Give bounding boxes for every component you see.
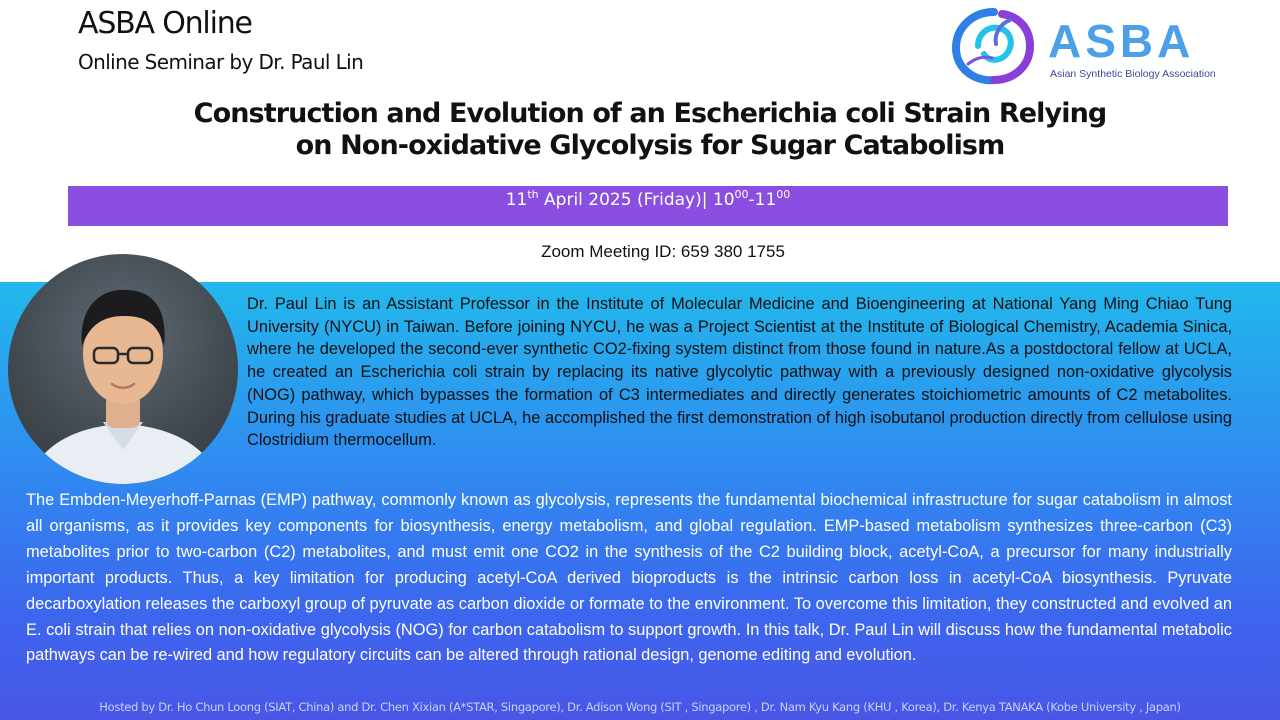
- date-day-suffix: th: [527, 188, 539, 201]
- start-hour: 10: [712, 190, 735, 210]
- time-separator: -: [748, 190, 755, 210]
- end-hour: 11: [754, 190, 777, 210]
- speaker-photo: [8, 254, 238, 484]
- hosts-footer: Hosted by Dr. Ho Chun Loong (SIAT, China) and Dr. Chen Xixian (A*STAR, Singapore), Dr. Adison Wong (SIT , Singapore) , Dr. Nam Kyu Kang (KHU , Korea), Dr. Kenya TANAKA (Kobe University , Japan): [99, 700, 1181, 714]
- date-band: [68, 186, 1228, 226]
- date-time-text: [68, 188, 1228, 210]
- talk-abstract: The Embden-Meyerhoff-Parnas (EMP) pathway, commonly known as glycolysis, represents the fundamental biochemical infrastructure for sugar catabolism in almost all organisms, as it provides key components for biosynthesis, energy metabolism, and global regulation. EMP-based metabolism synthesizes three-carbon (C3) metabolites prior to two-carbon (C2) metabolites, and must emit one CO2 in the synthesis of the C2 building block, acetyl-CoA, a precursor for many industrially important products. Thus, a key limitation for producing acetyl-CoA derived bioproducts is the intrinsic carbon loss in acetyl-CoA biosynthesis. Pyruvate decarboxylation releases the carboxyl group of pyruvate as carbon dioxide or formate to the environment. To overcome this limitation, they constructed and evolved an E. coli strain that relies on non-oxidative glycolysis (NOG) for carbon catabolism to support growth. In this talk, Dr. Paul Lin will discuss how the fundamental metabolic pathways can be re-wired and how regulatory circuits can be altered through rational design, genome editing and evolution.: [26, 491, 1232, 665]
- end-minutes: 00: [776, 188, 791, 201]
- zoom-meeting-id: Zoom Meeting ID: 659 380 1755: [541, 242, 785, 261]
- series-title: ASBA Online: [78, 6, 252, 41]
- start-minutes: 00: [734, 188, 749, 201]
- asba-logo: [948, 6, 1228, 86]
- talk-title-line-2: on Non-oxidative Glycolysis for Sugar Catabolism: [295, 130, 1005, 161]
- speaker-portrait-icon: [8, 254, 238, 484]
- logo-wordmark: ASBA: [1048, 15, 1195, 67]
- logo-tagline: Asian Synthetic Biology Association: [1050, 68, 1216, 80]
- talk-title: [100, 98, 1200, 162]
- date-day: 11: [505, 190, 528, 210]
- speaker-bio: Dr. Paul Lin is an Assistant Professor in the Institute of Molecular Medicine and Bioengineering at National Yang Ming Chiao Tung University (NYCU) in Taiwan. Before joining NYCU, he was a Project Scientist at the Institute of Biological Chemistry, Academia Sinica, where he developed the second-ever synthetic CO2-fixing system distinct from those found in nature.As a postdoctoral fellow at UCLA, he created an Escherichia coli strain by replacing its native glycolytic pathway with a previously designed non-oxidative glycolysis (NOG) pathway, which bypasses the formation of C3 intermediates and directly generates stoichiometric amounts of C2 metabolites. During his graduate studies at UCLA, he accomplished the first demonstration of high isobutanol production directly from cellulose using Clostridium thermocellum.: [247, 295, 1232, 450]
- seminar-subtitle: Online Seminar by Dr. Paul Lin: [78, 50, 364, 74]
- asba-swirl-logo-icon: [948, 6, 1040, 86]
- date-rest: April 2025 (Friday)|: [538, 190, 713, 210]
- talk-title-line-1: Construction and Evolution of an Escherichia coli Strain Relying: [193, 98, 1107, 129]
